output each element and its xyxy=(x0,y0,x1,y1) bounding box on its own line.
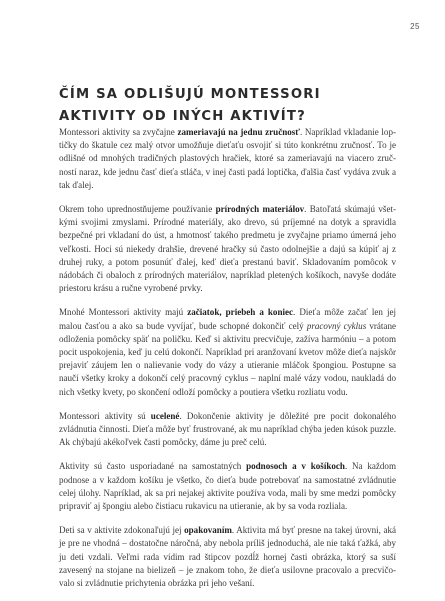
bold-phrase: podnosoch a v košíkoch xyxy=(246,461,345,472)
bold-phrase: opakovaním xyxy=(184,525,232,536)
paragraph-work-cycle xyxy=(59,306,396,398)
text-run: Okrem toho uprednostňujeme používanie xyxy=(59,204,216,215)
text-run: vrátane odloženia pomôcky späť na poličku. Keď si aktivitu precvičuje, zažíva harmóniu – a potom pocit uspokojenia, keď ju celú dokončí. Napríklad pri aranžovaní kvetov môže dieťa najskôr prejaviť záujem len o nalievanie vody do vázy a utieranie mláčok špongiou. Postupne sa naučí všetky kroky a dokončí celý pracovný cyklus – naplní malé vázy vodou, naukladá do nich všetky kvety, po skončení odloží pomôcky a poutiera všetku rozliatu vodu. xyxy=(59,320,396,397)
text-run: Mnohé Montessori aktivity majú xyxy=(59,307,188,318)
paragraph-single-skill xyxy=(59,126,396,192)
text-run: . Aktivita má byť presne na takej úrovni, aká je pre ne vhodná – dostatočne náročná, aby nebola príliš jednoduchá, ale nie taká ťažká, aby ju deti vzdali. Veľmi rada vídim rad štipcov pozdĺž hornej časti obrázka, ktorý sa suší zavesený na stojane na bielizeň – je znakom toho, že dieťa usilovne pracovalo a precvičovalo si zvládnutie prichytenia obrázka pri jeho vešaní. xyxy=(59,525,397,589)
bold-phrase: začiatok, priebeh a koniec xyxy=(187,307,294,318)
text-run: Montessori aktivity sa zvyčajne xyxy=(59,127,178,137)
paragraph-complete-sets xyxy=(59,410,396,450)
text-run: . Napríklad vkladanie loptičky do škatule cez malý otvor umožňuje dieťaťu osvojiť si túto konkrétnu zručnosť. To je odlišné od mnohých tradičných plastových hračiek, ktoré sa zameriavajú na viacero zručností naraz, kde jednu časť dieťa stláča, v inej časti padá loptička, ďalšia časť vydáva zvuk a tak ďalej. xyxy=(59,127,396,190)
page-title: ČÍM SA ODLIŠUJÚ MONTESSORI AKTIVITY OD INÝCH AKTIVÍT? xyxy=(59,87,321,124)
paragraph-repetition xyxy=(59,524,396,590)
text-run: . Batoľatá skúmajú všetkými svojimi zmyslami. Prírodné materiály, ako drevo, sú príjemné na dotyk a spravidla bezpečné pri vkladaní do úst, a hmotnosť takého predmetu je zvyčajne priamo úmerná jeho veľkosti. Hoci sú niekedy drahšie, drevené hračky sú často odolnejšie a dajú sa kúpiť aj z druhej ruky, a potom posunúť ďalej, keď dieťa prestanú baviť. Skladovaním pomôcok v nádobách či obaloch z prírodných materiálov, napríklad pletených košíkoch, navyše dodáte priestoru krásu a ručne vyrobené prvky. xyxy=(59,204,396,294)
text-run: Aktivity sú často usporiadané na samostatných xyxy=(59,461,247,472)
text-run: . Dokončenie aktivity je dôležité pre pocit dokonalého zvládnutia činnosti. Dieťa môže byť frustrované, ak mu napríklad chýba jeden kúsok puzzle. Ak chýbajú akékoľvek časti pomôcky, dáme ju preč celú. xyxy=(59,410,396,448)
paragraph-natural-materials xyxy=(59,203,396,295)
text-run: Montessori aktivity sú xyxy=(59,410,151,421)
text-run: Deti sa v aktivite zdokonaľujú jej xyxy=(59,525,185,536)
italic-phrase: pracovný cyklus xyxy=(306,320,367,331)
bold-phrase: ucelené xyxy=(150,410,180,421)
body-text xyxy=(59,126,396,601)
text-run: . Dieťa môže začať len jej malou časťou a ako sa bude vyvíjať, bude schopné dokončiť celý xyxy=(59,307,396,331)
page-number: 25 xyxy=(410,22,420,31)
bold-phrase: prírodných materiálov xyxy=(215,204,305,215)
paragraph-trays-baskets xyxy=(59,460,396,513)
bold-phrase: zameriavajú na jednu zručnosť xyxy=(177,127,301,137)
text-run: . Na každom podnose a v každom košíku je všetko, čo dieťa bude potrebovať na samostatné zvládnutie celej úlohy. Napríklad, ak sa pri nejakej aktivite používa voda, mali by sme medzi pomôcky pripraviť aj špongiu alebo čistiacu rukavicu na utieranie, ak by sa voda rozliala. xyxy=(59,461,396,512)
